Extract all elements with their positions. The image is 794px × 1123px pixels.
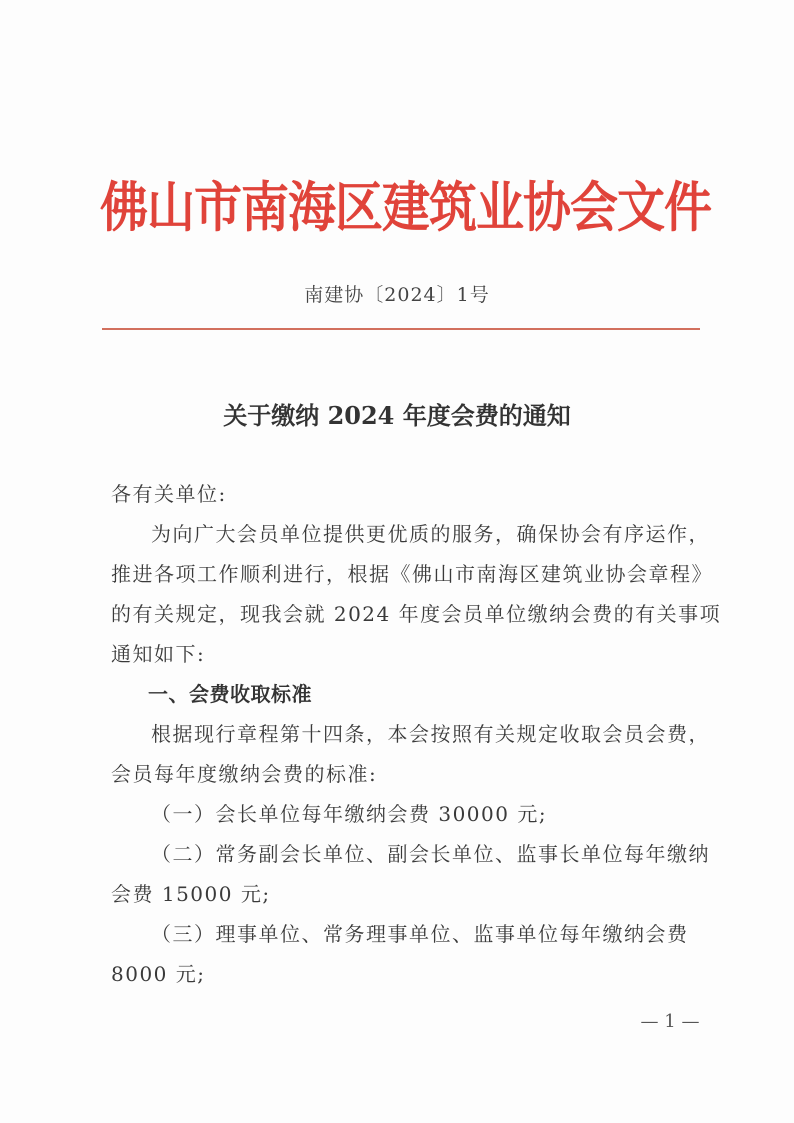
fee-item-3-cont: 8000 元;	[111, 962, 206, 986]
paragraph-line-1: 为向广大会员单位提供更优质的服务，确保协会有序运作，	[151, 522, 710, 546]
salutation: 各有关单位:	[111, 482, 227, 506]
fee-item-2-cont: 会费 15000 元;	[111, 882, 271, 906]
section-heading: 一、会费收取标准	[148, 682, 312, 706]
notice-title: 关于缴纳 2024 年度会费的通知	[223, 401, 571, 430]
section-line-2: 会员每年度缴纳会费的标准:	[111, 762, 378, 786]
fee-item-3: （三）理事单位、常务理事单位、监事单位每年缴纳会费	[151, 922, 689, 946]
paragraph-line-2: 推进各项工作顺利进行，根据《佛山市南海区建筑业协会章程》	[111, 562, 713, 586]
paragraph-line-4: 通知如下:	[111, 642, 206, 666]
fee-item-2: （二）常务副会长单位、副会长单位、监事长单位每年缴纳	[151, 842, 710, 866]
red-divider	[102, 328, 700, 330]
section-line-1: 根据现行章程第十四条，本会按照有关规定收取会员会费，	[151, 722, 710, 746]
page-number: — 1 —	[640, 1011, 700, 1032]
masthead-title: 佛山市南海区建筑业协会文件	[100, 176, 712, 240]
fee-item-1: （一）会长单位每年缴纳会费 30000 元;	[151, 802, 548, 826]
paragraph-line-3: 的有关规定，现我会就 2024 年度会员单位缴纳会费的有关事项	[111, 602, 722, 626]
document-number: 南建协〔2024〕1号	[304, 284, 490, 306]
